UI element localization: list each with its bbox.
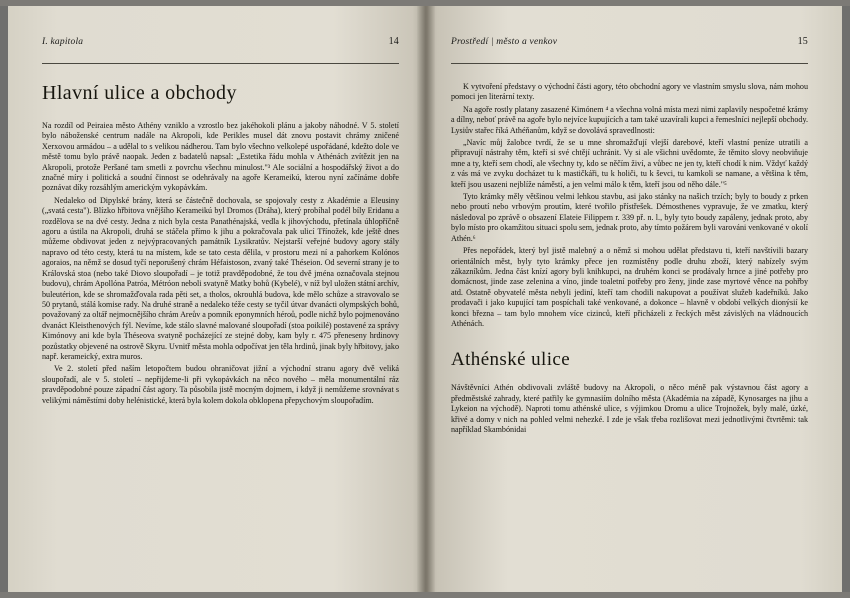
right-folio: 15 — [797, 36, 808, 47]
paragraph: Přes nepořádek, který byl jistě malebný a o němž si mohou udělat představu ti, kteří navštívili bazary orientálních měst, byly tyto krámky přece jen rozmístěny podle druhu zboží, který nabízely svým zákazníkům. Jedna část knízí agory byli knihkupci, na druhém konci se prodávaly hrnce a jiné potřeby pro domácnost, jinde zase zelenina a víno, jinde toaletní potřeby pro ženy, jinde zase myrtové věnce na pohřby atd. Ostatně obyvatelé města nebyli jediní, kteří tam chodili nakupovat a používat služeb kadeřníků. Jako prodavači i jako kupující tam pospíchali také venkované, a dokonce – hlavně v období velkých dionýsií ke konci března – tam bylo mnohem více cizinců, kteří přicházeli z řeckých měst závislých na vládnoucích Athénách. — [451, 246, 808, 328]
paragraph: K vytvoření představy o východní části agory, této obchodní agory ve vlastním smyslu slova, nám mohou pomoci jen literární texty. — [451, 82, 808, 102]
right-page — [425, 6, 842, 592]
paragraph: Nedaleko od Dipylské brány, která se částečně dochovala, se spojovaly cesty z Akadémie a Eleusiny („svatá cesta"). Blízko hřbitova vnějšího Kerameikú byl Dromos (Dráha), který probíhal podél bíly Eridanu a rozdělova se na dvé cesty. Jedna z nich byla cesta Panathénajská, vedla k jihovýchodu, přetínala úhlopříčně agoru a ústila na Akropoli, druhá se stáčela přímo k jihu a pokračovala pak ulicí Třínožek, kde ještě dnes můžeme obdivovat jeden z nejvýpracovaných památník Lysikratův. Nejstarší veřejné budovy agory stály napravo od této cesty, která tu na místem, kde se tato cesta dělila, v prostoru mezi ní a pahorkem Kolónos agoraios, na němž se dosud tyčí neporušený chrám Héfaistoson, zvaný také Théseion. Od severní strany je to Královská stoa (nebo také Diovo sloupořadí – je totiž pravděpodobné, že tou dvě jména označovala stejnou budovu), chrám Apollóna Patróa, Métróon neboli svatyně Matky bohů (Kybelé), v níž byl uložen státní archív, buleutérion, kde se shromažďovala rada pěti set, a tholos, okrouhlá budova, kde mělo schůze a stravovalo se 50 prytanů, stálá komise rady. Na druhé straně a nedaleko téže cesty se tyčil útvar dvanácti olympských bohů, považovaný za oltář nejmocnějšího chrám Areův a pomník eponymních héroů, podle nichž bylo pojmenováno dvanáct Kleisthenových fýl. Nevíme, kde stálo slavné malované sloupořadí (stoa poikilé) postavené za správy Kimónovy ani kde byla Théseova svatyně pocházející ze stejné doby, kam byly r. 475 přeneseny hrdinovy pozůstatky objevené na ostrově Skyru. Uvnitř města mohla odpočívat jen těla hrdinů, jinak byly hřbitovy, jako např. kerameický, extra muros. — [42, 195, 399, 361]
right-running-head — [451, 36, 808, 47]
left-running-head-text: I. kapitola — [42, 37, 84, 47]
block-quote: „Navíc můj žalobce tvrdí, že se u mne shromažďují vlejší darebové, kteří vlastní peníze utratili a připravují nástrahy těm, kteří si své chtějí uchránit. Vy si ale všichni uvědomte, že těmito slovy neobviňuje mne a ty, kteří sem chodí, ale všechny ty, kdo se něčím živí, a vůbec ne jen ty, kteří chodí k nim. Vždyť každý z vás má ve zvyku docházet tu k mastičkáři, tu k holiči, tu k ševci, tu kamkoli se namane, a většina k těm, kteří jsou usazeni nejblíže náměstí, a jen velmi málo k těm, kteří jsou od něho dále."⁵ — [451, 138, 808, 189]
paragraph: Tyto krámky měly většinou velmi lehkou stavbu, asi jako stánky na našich trzích; byly to boudy z prken nebo proutí nebo vrbovým proutím, které tvořilo přístřešek. Démosthenes vypravuje, že ve zmatku, který následoval po zprávě o obsazení Elateie Filippem r. 339 př. n. l., byly tyto boudy zapáleny, jednak proto, aby bylo místo pro okamžitou situaci spolu sem, jednak proto, aby tímto požárem byli varováni venkované v okolí Athén.⁶ — [451, 192, 808, 243]
scan-bottom-edge — [0, 592, 850, 598]
right-running-head-text: Prostředí | město a venkov — [451, 37, 558, 47]
left-folio: 14 — [388, 36, 399, 47]
page-title: Hlavní ulice a obchody — [42, 82, 237, 104]
paragraph: Na rozdíl od Peiraiea město Athény vzniklo a vzrostlo bez jakéhokoli plánu a jakoby náhodné. V 5. století bylo náboženské centrum nadále na Akropoli, kde Perikles musel dát znovu postavit chrámy zničené Xerxovou armádou – a udělal to s velikou nádherou. Tam bylo všechno velkolepé uspořádané, kdežto dole ve městě tomu bylo právě naopak. Jeden z badatelů napsal: „Estetika řádu mohla v Athénách zvítězit jen na Akropoli, protože Peršané tam smetli z povrchu všechnu minulost."³ Ale sociální a hospodářský život a do značné míry i politická a soudní činnost se odehrávaly na agoře Kerameikú, kterou nyní začínáme dobře poznávat díky rozsáhlým americkým vykopávkám. — [42, 121, 399, 193]
left-head-rule — [42, 63, 399, 64]
right-head-rule — [451, 63, 808, 64]
page-spread — [8, 6, 842, 592]
left-page — [8, 6, 425, 592]
section-title: Athénské ulice — [451, 349, 571, 371]
paragraph: Na agoře rostly platany zasazené Kimónem ⁴ a všechna volná místa mezi nimi zaplavily nespočetné krámy a dílny, neboť právě na agoře bylo nejvíce kupujících a tam také uzavírali kupci a řemeslníci nejlepší obchody. Lysiův stařec říká Athéňanům, když se dovolává spravedlnosti: — [451, 104, 808, 135]
left-running-head — [42, 36, 399, 47]
paragraph: Ve 2. století před naším letopočtem budou ohraničovat jižní a východní stranu agory dvě veliká sloupořadí, ale v 5. století – nepřijdeme-li při vykopávkách na něco nového – měla monumentální ráz pravděpodobné pouze západní část agory. Ta působila jistě mocným dojmem, i když ji nemůžeme srovnávat s velikými náměstími doby helénistické, která byla kolem dokola obklopena přepychovým sloupořadím. — [42, 364, 399, 405]
paragraph: Návštěvníci Athén obdivovali zvláště budovy na Akropoli, o něco méně pak výstavnou část agory a předměstské zahrady, které patřily ke gymnasiím dolního města (Akadémia na západě, Kynosarges na jihu a Lykeion na východě). Naproti tomu athénské ulice, s výjimkou Dromu a ulice Trojnožek, byly malé, úzké, křivé a domy v nich na pohled velmi nehezké. I zde je však třeba rozlišovat mezi jednotlivými čtvrtěmi: tak například Skambónidai — [451, 383, 808, 434]
